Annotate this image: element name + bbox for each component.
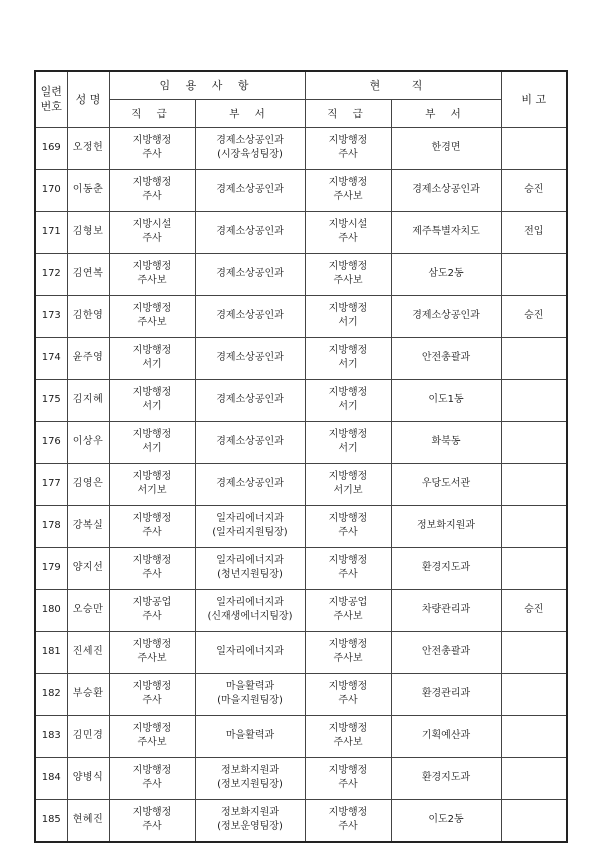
person-name: 윤주영 [67, 337, 109, 379]
table-row [35, 421, 567, 463]
current-department [391, 127, 501, 169]
appointment-grade [109, 337, 195, 379]
header-appointment-dept: 부 서 [195, 99, 305, 127]
header-appointment: 임 용 사 항 [109, 71, 305, 99]
table-row [35, 673, 567, 715]
remarks [501, 715, 567, 757]
person-name: 진세진 [67, 631, 109, 673]
cell-line-1: 일자리에너지과 [216, 513, 284, 524]
remarks: 승진 [501, 589, 567, 631]
person-name: 김민경 [67, 715, 109, 757]
table-row [35, 505, 567, 547]
person-name: 김한영 [67, 295, 109, 337]
remarks [501, 547, 567, 589]
cell-line-2: 주사 [142, 821, 162, 832]
serial-number: 182 [35, 673, 67, 715]
appointment-grade [109, 799, 195, 842]
person-name: 양지선 [67, 547, 109, 589]
cell-line-2: 주사보 [137, 317, 167, 328]
header-serial-no: 일련 번호 [35, 71, 67, 127]
current-department [391, 757, 501, 799]
current-grade [305, 211, 391, 253]
cell-line-1: 정보화지원과 [221, 807, 279, 818]
cell-line-2: 주사 [142, 569, 162, 580]
person-name: 이동춘 [67, 169, 109, 211]
appointment-department [195, 379, 305, 421]
appointment-department [195, 589, 305, 631]
appointment-grade [109, 757, 195, 799]
cell-line-1: 지방행정 [328, 765, 368, 776]
table-row [35, 211, 567, 253]
cell-line-1: 지방행정 [132, 261, 172, 272]
appointment-grade [109, 463, 195, 505]
cell-line-2: 주사 [338, 233, 358, 244]
cell-line-2: 서기 [142, 443, 162, 454]
cell-line-1: 환경지도과 [421, 772, 471, 783]
person-name: 양병식 [67, 757, 109, 799]
appointment-grade [109, 127, 195, 169]
cell-line-1: 지방행정 [132, 807, 172, 818]
cell-line-1: 한경면 [431, 142, 461, 153]
cell-line-2: (정보운영팀장) [217, 821, 283, 832]
appointment-grade [109, 673, 195, 715]
current-department [391, 673, 501, 715]
current-department [391, 169, 501, 211]
cell-line-1: 마을활력과 [225, 681, 275, 692]
current-department [391, 295, 501, 337]
serial-number: 184 [35, 757, 67, 799]
current-grade [305, 253, 391, 295]
remarks [501, 421, 567, 463]
cell-line-2: (시장육성팀장) [217, 149, 283, 160]
cell-line-1: 지방행정 [328, 471, 368, 482]
cell-line-1: 경제소상공인과 [216, 268, 284, 279]
cell-line-1: 일자리에너지과 [216, 555, 284, 566]
cell-line-2: 서기 [338, 443, 358, 454]
cell-line-1: 일자리에너지과 [216, 646, 284, 657]
person-name: 김영은 [67, 463, 109, 505]
appointment-grade [109, 169, 195, 211]
appointment-department [195, 715, 305, 757]
appointment-grade [109, 589, 195, 631]
current-grade [305, 421, 391, 463]
cell-line-2: 서기 [142, 401, 162, 412]
serial-number: 172 [35, 253, 67, 295]
remarks [501, 631, 567, 673]
remarks: 승진 [501, 169, 567, 211]
current-grade [305, 757, 391, 799]
cell-line-1: 지방행정 [328, 513, 368, 524]
appointment-department [195, 799, 305, 842]
appointment-department [195, 631, 305, 673]
cell-line-1: 지방공업 [132, 597, 172, 608]
appointment-department [195, 757, 305, 799]
serial-number: 180 [35, 589, 67, 631]
remarks [501, 379, 567, 421]
cell-line-1: 경제소상공인과 [216, 226, 284, 237]
current-department [391, 631, 501, 673]
cell-line-1: 지방공업 [328, 597, 368, 608]
current-grade [305, 127, 391, 169]
appointment-grade [109, 505, 195, 547]
header-name: 성 명 [67, 71, 109, 127]
current-department [391, 715, 501, 757]
remarks [501, 127, 567, 169]
serial-number: 179 [35, 547, 67, 589]
cell-line-1: 안전총괄과 [421, 352, 471, 363]
current-grade [305, 463, 391, 505]
current-grade [305, 631, 391, 673]
serial-number: 181 [35, 631, 67, 673]
cell-line-2: (신재생에너지팀장) [207, 611, 293, 622]
appointment-department [195, 253, 305, 295]
appointment-department [195, 337, 305, 379]
cell-line-1: 지방행정 [328, 429, 368, 440]
cell-line-1: 지방행정 [132, 387, 172, 398]
cell-line-2: (일자리지원팀장) [212, 527, 288, 538]
appointment-department [195, 547, 305, 589]
person-name: 현혜진 [67, 799, 109, 842]
remarks [501, 757, 567, 799]
cell-line-1: 지방행정 [132, 177, 172, 188]
current-grade [305, 295, 391, 337]
header-current-dept: 부 서 [391, 99, 501, 127]
cell-line-2: 주사보 [333, 611, 363, 622]
cell-line-1: 지방행정 [328, 261, 368, 272]
cell-line-2: 주사보 [137, 275, 167, 286]
cell-line-1: 지방시설 [132, 219, 172, 230]
appointment-department [195, 421, 305, 463]
current-grade [305, 169, 391, 211]
person-name: 오정헌 [67, 127, 109, 169]
current-grade [305, 589, 391, 631]
remarks [501, 463, 567, 505]
appointment-grade [109, 547, 195, 589]
serial-number: 169 [35, 127, 67, 169]
appointment-grade [109, 379, 195, 421]
appointment-grade [109, 295, 195, 337]
appointment-department [195, 169, 305, 211]
cell-line-1: 환경관리과 [421, 688, 471, 699]
cell-line-1: 지방행정 [132, 303, 172, 314]
appointment-grade [109, 421, 195, 463]
cell-line-1: 경제소상공인과 [412, 184, 480, 195]
cell-line-1: 지방행정 [328, 135, 368, 146]
cell-line-2: 주사 [142, 527, 162, 538]
serial-number: 170 [35, 169, 67, 211]
current-department [391, 211, 501, 253]
cell-line-1: 경제소상공인과 [216, 310, 284, 321]
cell-line-1: 경제소상공인과 [216, 394, 284, 405]
person-name: 김지혜 [67, 379, 109, 421]
cell-line-1: 지방시설 [328, 219, 368, 230]
cell-line-2: 주사 [338, 821, 358, 832]
person-name: 이상우 [67, 421, 109, 463]
cell-line-2: 주사 [338, 569, 358, 580]
cell-line-1: 지방행정 [132, 471, 172, 482]
cell-line-1: 지방행정 [132, 429, 172, 440]
current-department [391, 799, 501, 842]
cell-line-2: 주사보 [137, 653, 167, 664]
current-grade [305, 799, 391, 842]
table-row [35, 547, 567, 589]
cell-line-1: 지방행정 [132, 555, 172, 566]
current-department [391, 337, 501, 379]
person-name: 강복실 [67, 505, 109, 547]
current-department [391, 421, 501, 463]
cell-line-1: 지방행정 [328, 639, 368, 650]
cell-line-1: 경제소상공인과 [216, 135, 284, 146]
serial-number: 183 [35, 715, 67, 757]
cell-line-2: (마을지원팀장) [217, 695, 283, 706]
current-department [391, 463, 501, 505]
personnel-table [34, 70, 568, 843]
appointment-department [195, 505, 305, 547]
table-row [35, 127, 567, 169]
cell-line-1: 안전총괄과 [421, 646, 471, 657]
current-department [391, 253, 501, 295]
cell-line-2: 주사 [338, 695, 358, 706]
cell-line-1: 지방행정 [132, 639, 172, 650]
cell-line-1: 환경지도과 [421, 562, 471, 573]
current-grade [305, 715, 391, 757]
remarks: 전입 [501, 211, 567, 253]
cell-line-2: 주사 [142, 191, 162, 202]
cell-line-1: 우당도서관 [421, 478, 471, 489]
appointment-grade [109, 631, 195, 673]
cell-line-1: 경제소상공인과 [412, 310, 480, 321]
remarks [501, 253, 567, 295]
serial-number: 177 [35, 463, 67, 505]
cell-line-1: 지방행정 [328, 387, 368, 398]
serial-number: 176 [35, 421, 67, 463]
header-current-position: 현 직 [305, 71, 501, 99]
cell-line-2: 주사 [338, 149, 358, 160]
remarks [501, 337, 567, 379]
cell-line-2: 주사보 [333, 191, 363, 202]
cell-line-1: 지방행정 [328, 303, 368, 314]
table-body [35, 127, 567, 842]
cell-line-1: 지방행정 [132, 513, 172, 524]
cell-line-1: 이도1동 [428, 394, 464, 405]
cell-line-2: 주사보 [137, 737, 167, 748]
appointment-department [195, 673, 305, 715]
person-name: 김형보 [67, 211, 109, 253]
cell-line-1: 지방행정 [328, 177, 368, 188]
serial-number: 178 [35, 505, 67, 547]
cell-line-2: 서기 [338, 359, 358, 370]
cell-line-2: (청년지원팀장) [217, 569, 283, 580]
cell-line-2: 주사 [142, 695, 162, 706]
cell-line-2: 주사 [142, 149, 162, 160]
current-department [391, 379, 501, 421]
remarks [501, 799, 567, 842]
appointment-grade [109, 253, 195, 295]
table-row [35, 799, 567, 842]
current-department [391, 589, 501, 631]
cell-line-1: 기획예산과 [421, 730, 471, 741]
serial-number: 173 [35, 295, 67, 337]
cell-line-2: 주사 [338, 527, 358, 538]
table-row [35, 757, 567, 799]
current-grade [305, 547, 391, 589]
cell-line-2: 서기 [338, 401, 358, 412]
serial-number: 174 [35, 337, 67, 379]
table-row [35, 169, 567, 211]
cell-line-1: 지방행정 [132, 681, 172, 692]
cell-line-1: 지방행정 [132, 765, 172, 776]
table-header [35, 71, 567, 127]
current-department [391, 505, 501, 547]
appointment-department [195, 211, 305, 253]
cell-line-1: 지방행정 [328, 555, 368, 566]
current-grade [305, 673, 391, 715]
cell-line-2: 주사보 [333, 737, 363, 748]
table-row [35, 295, 567, 337]
table-row [35, 589, 567, 631]
remarks [501, 673, 567, 715]
cell-line-2: 주사 [142, 611, 162, 622]
appointment-grade [109, 211, 195, 253]
remarks [501, 505, 567, 547]
cell-line-1: 마을활력과 [225, 730, 275, 741]
cell-line-1: 제주특별자치도 [412, 226, 480, 237]
appointment-department [195, 295, 305, 337]
table-row [35, 631, 567, 673]
cell-line-1: 이도2동 [428, 814, 464, 825]
cell-line-1: 경제소상공인과 [216, 184, 284, 195]
header-remarks: 비 고 [501, 71, 567, 127]
cell-line-1: 삼도2동 [428, 268, 464, 279]
current-grade [305, 337, 391, 379]
cell-line-1: 경제소상공인과 [216, 352, 284, 363]
cell-line-1: 정보화지원과 [221, 765, 279, 776]
table-row [35, 715, 567, 757]
serial-number: 175 [35, 379, 67, 421]
cell-line-1: 지방행정 [328, 345, 368, 356]
current-department [391, 547, 501, 589]
appointment-grade [109, 715, 195, 757]
cell-line-1: 지방행정 [132, 135, 172, 146]
cell-line-2: 서기보 [137, 485, 167, 496]
current-grade [305, 379, 391, 421]
person-name: 부승환 [67, 673, 109, 715]
cell-line-2: 주사 [142, 233, 162, 244]
table-row [35, 463, 567, 505]
cell-line-2: 서기 [338, 317, 358, 328]
cell-line-1: 경제소상공인과 [216, 478, 284, 489]
cell-line-2: 서기 [142, 359, 162, 370]
cell-line-1: 경제소상공인과 [216, 436, 284, 447]
cell-line-1: 지방행정 [132, 345, 172, 356]
cell-line-2: 주사보 [333, 653, 363, 664]
cell-line-2: 주사 [142, 779, 162, 790]
cell-line-2: 주사보 [333, 275, 363, 286]
serial-number: 171 [35, 211, 67, 253]
cell-line-1: 지방행정 [132, 723, 172, 734]
cell-line-1: 지방행정 [328, 723, 368, 734]
cell-line-1: 차량관리과 [421, 604, 471, 615]
table-row [35, 253, 567, 295]
cell-line-1: 일자리에너지과 [216, 597, 284, 608]
cell-line-1: 지방행정 [328, 807, 368, 818]
cell-line-2: (정보지원팀장) [217, 779, 283, 790]
header-current-grade: 직 급 [305, 99, 391, 127]
remarks: 승진 [501, 295, 567, 337]
cell-line-2: 주사 [338, 779, 358, 790]
header-appointment-grade: 직 급 [109, 99, 195, 127]
cell-line-2: 서기보 [333, 485, 363, 496]
cell-line-1: 지방행정 [328, 681, 368, 692]
appointment-department [195, 463, 305, 505]
person-name: 오승만 [67, 589, 109, 631]
current-grade [305, 505, 391, 547]
serial-number: 185 [35, 799, 67, 842]
appointment-department [195, 127, 305, 169]
cell-line-1: 정보화지원과 [417, 520, 475, 531]
table-row [35, 337, 567, 379]
table-row [35, 379, 567, 421]
person-name: 김연복 [67, 253, 109, 295]
cell-line-1: 화북동 [431, 436, 461, 447]
